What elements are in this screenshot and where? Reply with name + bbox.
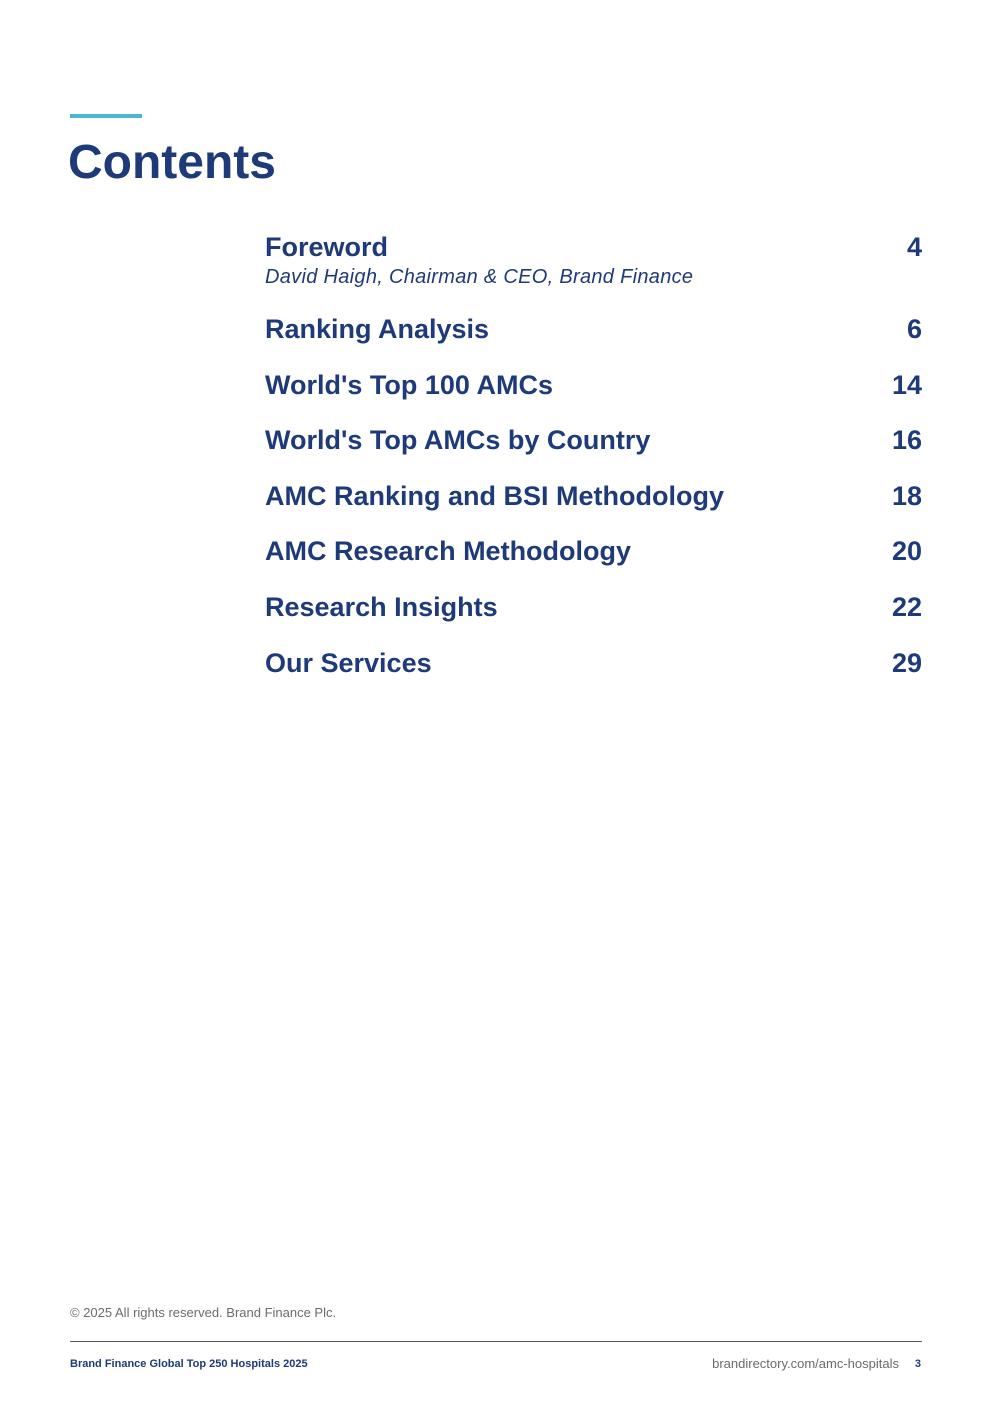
toc-entry-page: 4: [906, 232, 922, 262]
toc-entry-subtitle: David Haigh, Chairman & CEO, Brand Finance: [265, 266, 694, 288]
toc-entry-top-amcs-by-country[interactable]: [265, 421, 922, 461]
footer-divider: [70, 1341, 922, 1342]
toc-entry-label: Research Insights: [265, 592, 498, 622]
toc-entry-label: AMC Ranking and BSI Methodology: [265, 481, 724, 511]
toc-entry-bsi-methodology[interactable]: [265, 477, 922, 517]
toc-entry-page: 6: [906, 314, 922, 344]
toc-entry-ranking-analysis[interactable]: [265, 310, 922, 350]
toc-entry-research-methodology[interactable]: [265, 532, 922, 572]
toc-entry-page: 14: [891, 370, 922, 400]
toc-entry-label: World's Top AMCs by Country: [265, 425, 651, 455]
toc-entry-our-services[interactable]: [265, 644, 922, 684]
toc-entry-label: Our Services: [265, 648, 432, 678]
toc-entry-page: 18: [891, 481, 922, 511]
toc-entry-page: 20: [891, 536, 922, 566]
toc-entry-page: 22: [891, 592, 922, 622]
toc-entry-page: 16: [891, 425, 922, 455]
toc-entry-research-insights[interactable]: [265, 588, 922, 628]
toc-entry-label: AMC Research Methodology: [265, 536, 632, 566]
toc-entry-top-100-amcs[interactable]: [265, 366, 922, 406]
toc-entry-label: World's Top 100 AMCs: [265, 370, 553, 400]
footer-publication-title: Brand Finance Global Top 250 Hospitals 2025: [70, 1358, 308, 1370]
footer-page-number: 3: [914, 1358, 921, 1370]
copyright-notice: © 2025 All rights reserved. Brand Finance Plc.: [70, 1305, 337, 1320]
toc-entry-label: Ranking Analysis: [265, 314, 490, 344]
footer-url-link[interactable]: brandirectory.com/amc-hospitals: [712, 1356, 899, 1371]
title-accent-bar: [70, 114, 142, 118]
toc-entry-page: 29: [891, 648, 922, 678]
toc-entry-label: Foreword: [265, 232, 389, 262]
toc-entry-foreword[interactable]: [265, 228, 922, 288]
page-title: Contents: [68, 136, 276, 189]
